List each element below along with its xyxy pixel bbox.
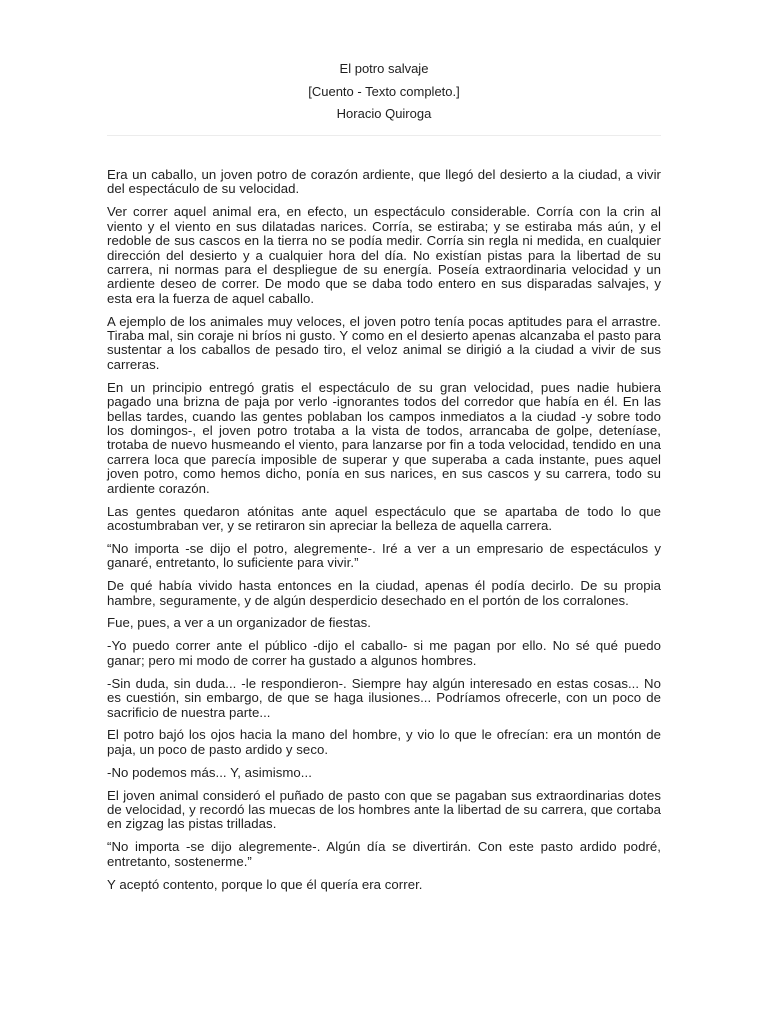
story-subtitle: [Cuento - Texto completo.] — [308, 83, 460, 99]
paragraph: “No importa -se dijo el potro, alegremente-. Iré a ver a un empresario de espectáculos y ganaré, entretanto, lo suficiente para vivir.” — [107, 540, 661, 571]
paragraph: El potro bajó los ojos hacia la mano del hombre, y vio lo que le ofrecían: era un montón de paja, un poco de pasto ardido y seco. — [107, 727, 661, 757]
paragraph: El joven animal consideró el puñado de pasto con que se pagaban sus extraordinarias dotes de velocidad, y recordó las muecas de los hombres ante la libertad de su carrera, que cortaba en zigzag las pistas trilladas. — [107, 787, 661, 832]
story-author: Horacio Quiroga — [336, 106, 432, 121]
paragraph: -No podemos más... Y, asimismo... — [107, 764, 312, 780]
paragraph: “No importa -se dijo alegremente-. Algún día se divertirán. Con este pasto ardido podré, entretanto, sostenerme.” — [107, 839, 661, 869]
paragraph: A ejemplo de los animales muy veloces, el joven potro tenía pocas aptitudes para el arrastre. Tiraba mal, sin coraje ni bríos ni gusto. Y como en el desierto apenas alcanzaba el pasto para sustentar a los caballos de pesado tiro, el veloz animal se dirigió a la ciudad a vivir de sus carreras. — [107, 313, 661, 372]
document-header — [0, 58, 768, 126]
header-divider — [107, 135, 661, 136]
paragraph: Fue, pues, a ver a un organizador de fiestas. — [107, 615, 371, 631]
paragraph: -Yo puedo correr ante el público -dijo el caballo- si me pagan por ello. No sé qué puedo ganar; pero mi modo de correr ha gustado a algunos hombres. — [107, 638, 661, 668]
paragraph: -Sin duda, sin duda... -le respondieron-. Siempre hay algún interesado en estas cosas... No es cuestión, sin embargo, de que se haga ilusiones... Podríamos ofrecerle, con un poco de sacrificio de nuestra parte... — [107, 675, 661, 720]
story-title: El potro salvaje — [339, 61, 429, 76]
paragraph: En un principio entregó gratis el espectáculo de su gran velocidad, pues nadie hubiera pagado una brizna de paja por verlo -ignorantes todos del corredor que había en él. En las bellas tardes, cuando las gentes poblaban los campos inmediatos a la ciudad -y sobre todo los domingos-, el joven potro trotaba a la vista de todos, arrancaba de golpe, deteníase, trotaba de nuevo husmeando el viento, para lanzarse por fin a toda velocidad, tendido en una carrera loca que parecía imposible de superar y que superaba a cada instante, pues aquel joven potro, como hemos dicho, ponía en sus narices, en sus cascos y su carrera, todo su ardiente corazón. — [107, 379, 661, 496]
paragraph: Ver correr aquel animal era, en efecto, un espectáculo considerable. Corría con la crin al viento y el viento en sus dilatadas narices. Corría, se estiraba; y se estiraba más aún, y el redoble de sus cascos en la tierra no se podía medir. Corría sin regla ni medida, en cualquier dirección del desierto y a cualquier hora del día. No existían pistas para la libertad de su carrera, ni normas para el despliegue de su energía. Poseía extraordinaria velocidad y un ardiente deseo de correr. De modo que se daba todo entero en sus disparadas salvajes, y esta era la fuerza de aquel caballo. — [107, 204, 661, 306]
paragraph: De qué había vivido hasta entonces en la ciudad, apenas él podía decirlo. De su propia hambre, seguramente, y de algún desperdicio desechado en el portón de los corralones. — [107, 578, 661, 608]
paragraph: Y aceptó contento, porque lo que él quería era correr. — [107, 876, 423, 892]
paragraph: Las gentes quedaron atónitas ante aquel espectáculo que se apartaba de todo lo que acostumbraban ver, y se retiraron sin apreciar la belleza de aquella carrera. — [107, 503, 661, 533]
paragraph: Era un caballo, un joven potro de corazón ardiente, que llegó del desierto a la ciudad, a vivir del espectáculo de su velocidad. — [107, 167, 661, 197]
story-body — [107, 168, 661, 901]
